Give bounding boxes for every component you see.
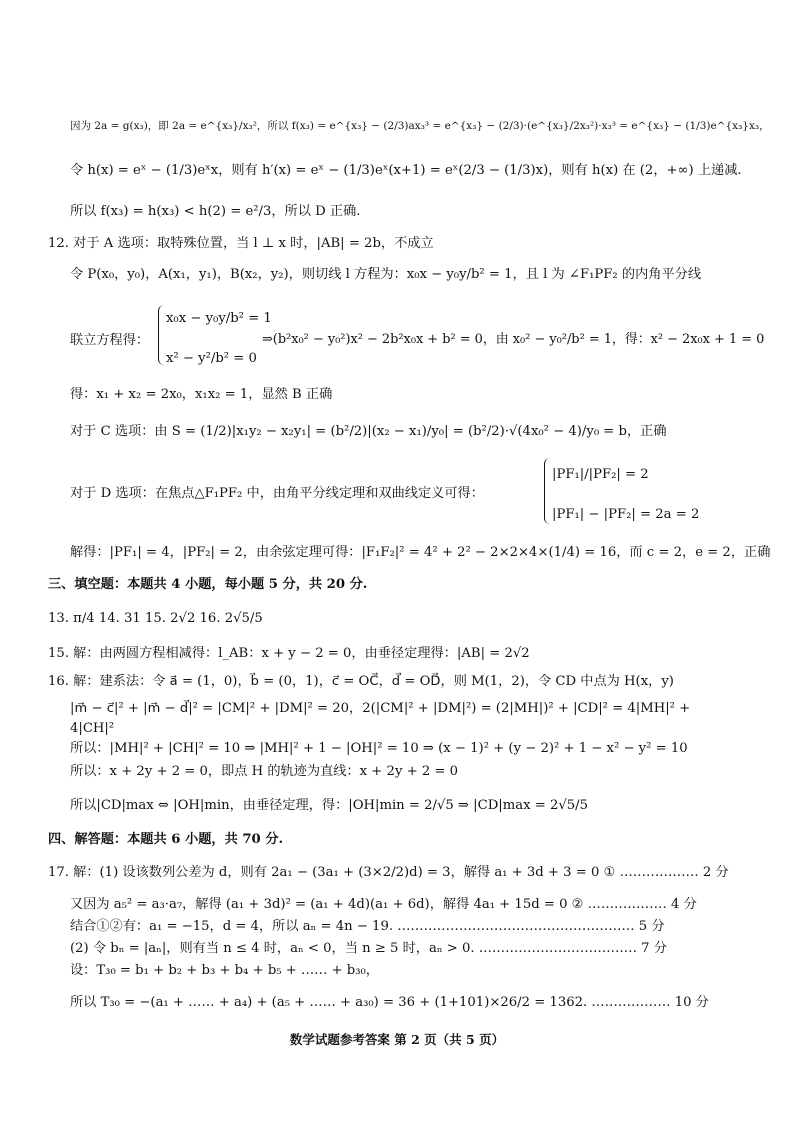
text-line: 联立方程得： (70, 333, 150, 348)
text-line: 17. 解：(1) 设该数列公差为 d，则有 2a₁ − (3a₁ + (3×2/2)d) = 3，解得 a₁ + 3d + 3 = 0 ① ……………… 2 分 (48, 865, 729, 880)
text-line: 得：x₁ + x₂ = 2x₀，x₁x₂ = 1，显然 B 正确 (70, 387, 333, 402)
equation-line: x₀x − y₀y/b² = 1 (166, 311, 272, 326)
page-footer: 数学试题参考答案 第 2 页（共 5 页） (289, 1032, 505, 1047)
text-line: 因为 2a = g(x₃)，即 2a = e^{x₃}/x₃²，所以 f(x₃) = e^{x₃} − (2/3)ax₃³ = e^{x₃} − (2/3)·(e^{x₃}/2x₃²)·x₃³ = e^{x₃} − (1/3)e^{x₃}x₃， (70, 120, 770, 132)
text-line: 所以 T₃₀ = −(a₁ + …… + a₄) + (a₅ + …… + a₃₀) = 36 + (1+101)×26/2 = 1362. ……………… 10 分 (70, 995, 709, 1010)
text-line: |m⃗ − c⃗|² + |m⃗ − d⃗|² = |CM|² + |DM|² = 20，2(|CM|² + |DM|²) = (2|MH|)² + |CD|² = 4|MH|² + (70, 701, 691, 716)
text-line: ⇒(b²x₀² − y₀²)x² − 2b²x₀x + b² = 0，由 x₀² − y₀²/b² = 1，得：x² − 2x₀x + 1 = 0 (262, 332, 765, 347)
text-line: 所以：|MH|² + |CH|² = 10 ⇒ |MH|² + 1 − |OH|² = 10 ⇒ (x − 1)² + (y − 2)² + 1 − x² − y² = 10 (70, 741, 688, 756)
text-line: 又因为 a₅² = a₃·a₇，解得 (a₁ + 3d)² = (a₁ + 4d)(a₁ + 6d)，解得 4a₁ + 15d = 0 ② ……………… 4 分 (70, 897, 697, 912)
text-line: 4|CH|² (70, 721, 115, 736)
equation-line: |PF₁| − |PF₂| = 2a = 2 (552, 507, 700, 522)
text-line: 所以：x + 2y + 2 = 0，即点 H 的轨迹为直线：x + 2y + 2 = 0 (70, 764, 459, 779)
text-line: 令 P(x₀，y₀)，A(x₁，y₁)，B(x₂，y₂)，则切线 l 方程为：x₀x − y₀y/b² = 1，且 l 为 ∠F₁PF₂ 的内角平分线 (70, 267, 702, 282)
equation-line: |PF₁|/|PF₂| = 2 (552, 467, 649, 482)
system-brace (158, 305, 165, 365)
answers-line: 13. π/4 14. 31 15. 2√2 16. 2√5/5 (48, 611, 263, 626)
text-line: 设：T₃₀ = b₁ + b₂ + b₃ + b₄ + b₅ + …… + b₃₀， (70, 963, 379, 978)
text-line: 15. 解：由两圆方程相减得：l_AB：x + y − 2 = 0，由垂径定理得：|AB| = 2√2 (48, 646, 530, 661)
text-line: 所以|CD|max ⇔ |OH|min，由垂径定理，得：|OH|min = 2/√5 ⇒ |CD|max = 2√5/5 (70, 798, 588, 813)
section-heading: 四、解答题：本题共 6 小题，共 70 分. (48, 832, 284, 847)
section-heading: 三、填空题：本题共 4 小题，每小题 5 分，共 20 分. (48, 577, 368, 592)
text-line: 解得：|PF₁| = 4，|PF₂| = 2，由余弦定理可得：|F₁F₂|² = 4² + 2² − 2×2×4×(1/4) = 16，而 c = 2，e = 2，正确 (70, 545, 771, 560)
system-brace (544, 458, 551, 524)
text-line: (2) 令 bₙ = |aₙ|，则有当 n ≤ 4 时，aₙ < 0，当 n ≥ 5 时，aₙ > 0. ……………………………… 7 分 (70, 941, 667, 956)
text-line: 所以 f(x₃) = h(x₃) < h(2) = e²/3，所以 D 正确. (70, 204, 361, 219)
equation-line: x² − y²/b² = 0 (166, 351, 257, 366)
text-line: 对于 D 选项：在焦点△F₁PF₂ 中，由角平分线定理和双曲线定义可得： (70, 486, 484, 501)
text-line: 16. 解：建系法：令 a⃗ = (1，0)，b⃗ = (0，1)，c⃗ = OC⃗，d⃗ = OD⃗，则 M(1，2)，令 CD 中点为 H(x，y) (48, 674, 674, 689)
question-12-heading: 12. 对于 A 选项：取特殊位置，当 l ⊥ x 时，|AB| = 2b，不成立 (48, 236, 434, 251)
text-line: 结合①②有：a₁ = −15，d = 4，所以 aₙ = 4n − 19. ……………………………………………… 5 分 (70, 919, 665, 934)
text-line: 令 h(x) = eˣ − (1/3)eˣx，则有 h′(x) = eˣ − (1/3)eˣ(x+1) = eˣ(2/3 − (1/3)x)，则有 h(x) 在 (2，+∞) 上递减. (70, 163, 742, 178)
text-line: 对于 C 选项：由 S = (1/2)|x₁y₂ − x₂y₁| = (b²/2)|(x₂ − x₁)/y₀| = (b²/2)·√(4x₀² − 4)/y₀ = b，正确 (70, 424, 667, 439)
